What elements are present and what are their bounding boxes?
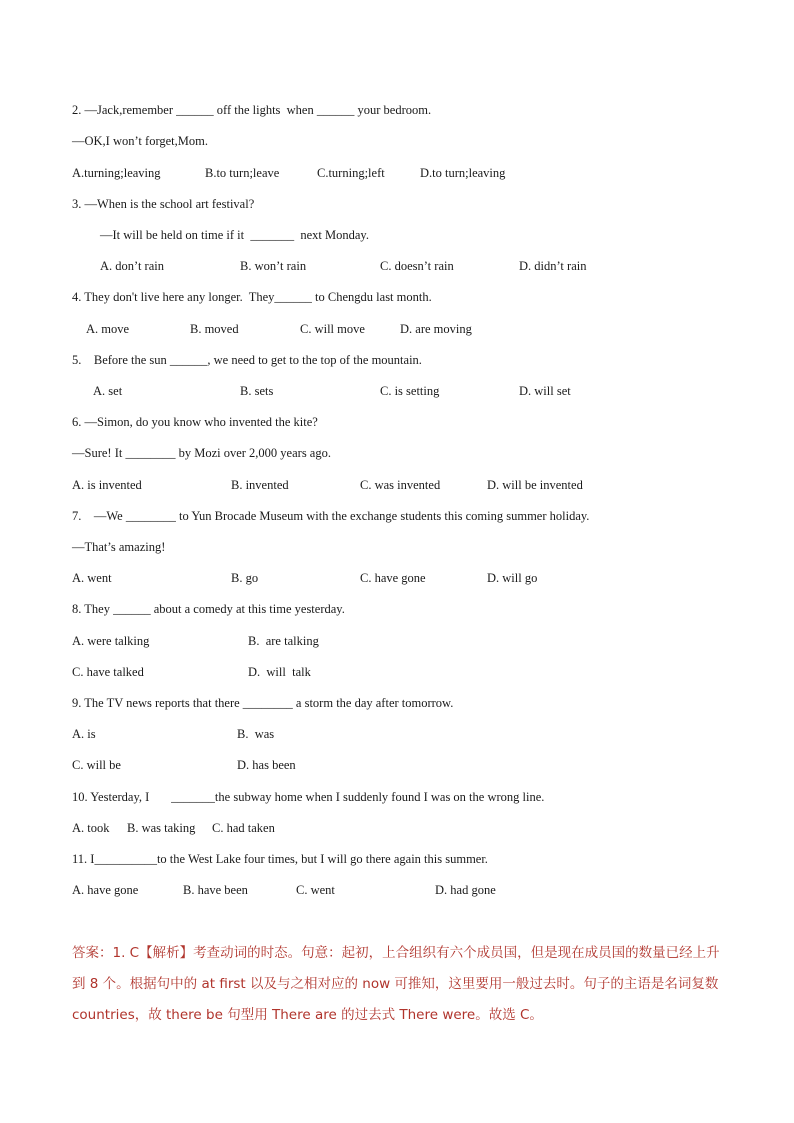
q2-option-b: B.to turn;leave [205, 166, 280, 180]
q6-option-b: B. invented [231, 478, 289, 492]
q11-option-d: D. had gone [435, 883, 496, 897]
q5-stem: 5. Before the sun ______, we need to get to the top of the mountain. [72, 353, 422, 367]
q11-stem: 11. I__________to the West Lake four times, but I will go there again this summer. [72, 852, 488, 866]
q3-option-c: C. doesn’t rain [380, 259, 454, 273]
q4-option-c: C. will move [300, 322, 365, 336]
q11-option-b: B. have been [183, 883, 248, 897]
q8-stem: 8. They ______ about a comedy at this time yesterday. [72, 602, 345, 616]
q9-option-c: C. will be [72, 758, 121, 772]
q2-option-c: C.turning;left [317, 166, 385, 180]
q5-option-c: C. is setting [380, 384, 440, 398]
q7-option-d: D. will go [487, 571, 538, 585]
q2-reply: —OK,I won’t forget,Mom. [72, 134, 208, 148]
q7-option-a: A. went [72, 571, 112, 585]
q6-option-c: C. was invented [360, 478, 441, 492]
q9-stem: 9. The TV news reports that there ________ a storm the day after tomorrow. [72, 696, 454, 710]
q9-option-a: A. is [72, 727, 96, 741]
q2-option-a: A.turning;leaving [72, 166, 161, 180]
q3-option-d: D. didn’t rain [519, 259, 587, 273]
q6-reply: —Sure! It ________ by Mozi over 2,000 years ago. [72, 446, 331, 460]
q3-stem: 3. —When is the school art festival? [72, 197, 255, 211]
q4-option-a: A. move [86, 322, 130, 336]
q2-stem: 2. —Jack,remember ______ off the lights when ______ your bedroom. [72, 103, 432, 117]
q11-option-a: A. have gone [72, 883, 139, 897]
q10-option-a: A. took [72, 821, 110, 835]
q4-option-b: B. moved [190, 322, 239, 336]
q3-option-a: A. don’t rain [100, 259, 164, 273]
q8-option-d: D. will talk [248, 665, 311, 679]
q9-option-d: D. has been [237, 758, 296, 772]
q8-option-b: B. are talking [248, 634, 319, 648]
q7-stem: 7. —We ________ to Yun Brocade Museum with the exchange students this coming summer holiday. [72, 509, 590, 523]
q4-stem: 4. They don't live here any longer. They______ to Chengdu last month. [72, 290, 432, 304]
q10-stem: 10. Yesterday, I _______the subway home when I suddenly found I was on the wrong line. [72, 790, 545, 804]
q6-stem: 6. —Simon, do you know who invented the kite? [72, 415, 318, 429]
q6-option-a: A. is invented [72, 478, 142, 492]
q8-option-c: C. have talked [72, 665, 144, 679]
q11-option-c: C. went [296, 883, 335, 897]
q5-option-a: A. set [93, 384, 123, 398]
q7-reply: —That’s amazing! [72, 540, 166, 554]
q5-option-b: B. sets [240, 384, 274, 398]
q9-option-b: B. was [237, 727, 275, 741]
q10-option-b: B. was taking [127, 821, 196, 835]
q7-option-b: B. go [231, 571, 259, 585]
q3-reply: —It will be held on time if it _______ next Monday. [100, 228, 369, 242]
q8-option-a: A. were talking [72, 634, 150, 648]
q10-option-c: C. had taken [212, 821, 275, 835]
q3-option-b: B. won’t rain [240, 259, 307, 273]
q4-option-d: D. are moving [400, 322, 472, 336]
q2-option-d: D.to turn;leaving [420, 166, 506, 180]
answer-explanation: 答案：1. C【解析】考查动词的时态。句意：起初，上合组织有六个成员国，但是现在成员国的数量已经上升到 8 个。根据句中的 at first 以及与之相对应的 now 可推知，这里要用一般过去时。句子的主语是名词复数 countries，故 there be 句型用 There are 的过去式 There were。故选 C。 [72, 945, 720, 1023]
q6-option-d: D. will be invented [487, 478, 583, 492]
q7-option-c: C. have gone [360, 571, 426, 585]
q5-option-d: D. will set [519, 384, 571, 398]
